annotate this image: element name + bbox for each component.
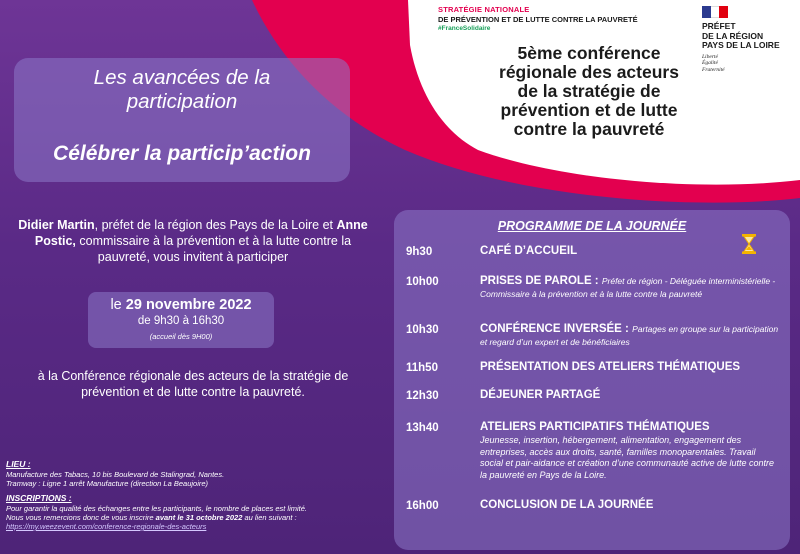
strategy-line2: DE PRÉVENTION ET DE LUTTE CONTRE LA PAUVRETÉ	[438, 15, 638, 24]
host-name-2: Anne Postic,	[34, 218, 368, 248]
item-label: ATELIERS PARTICIPATIFS THÉMATIQUES	[480, 421, 710, 433]
inscriptions-label: INSCRIPTIONS :	[6, 493, 72, 503]
programme-title: PROGRAMME DE LA JOURNÉE	[497, 219, 687, 233]
theme-slogan: Célébrer la particip’action	[53, 142, 311, 165]
item-time: 11h50	[406, 362, 438, 374]
event-date: le 29 novembre 2022	[110, 297, 252, 313]
item-description: Partages en groupe sur la participation et regard d’un expert et de bénéficiaires	[480, 324, 779, 347]
item-label: PRISES DE PAROLE : Préfet de région - Déléguée interministérielle - Commissaire à la prévention et à la lutte contre la pauvreté	[480, 275, 776, 299]
item-label: CONCLUSION DE LA JOURNÉE	[480, 499, 654, 511]
strategy-line1: STRATÉGIE NATIONALE	[438, 5, 530, 14]
footer-info	[6, 460, 398, 531]
strategy-hashtag: #FranceSolidaire	[438, 25, 491, 32]
item-time: 12h30	[406, 390, 439, 402]
item-label: DÉJEUNER PARTAGÉ	[480, 389, 601, 401]
item-description: Préfet de région - Déléguée interministérielle - Commissaire à la prévention et à la lutte contre la pauvreté	[480, 276, 776, 299]
date-box	[88, 292, 274, 348]
inscriptions-note: Pour garantir la qualité des échanges entre les participants, le nombre de places est limité.	[6, 504, 307, 513]
item-time: 13h40	[406, 422, 439, 434]
event-hours: de 9h30 à 16h30	[137, 315, 225, 327]
lieu-transport: Tramway : Ligne 1 arrêt Manufacture (direction La Beaujoire)	[6, 479, 209, 488]
theme-box	[14, 58, 350, 182]
venue-description: à la Conférence régionale des acteurs de la stratégie de prévention et de lutte contre la pauvreté.	[37, 369, 349, 399]
conference-title: 5ème conférence régionale des acteurs de la stratégie de prévention et de lutte contre la pauvreté	[499, 43, 679, 139]
invitation-text: Didier Martin, préfet de la région des Pays de la Loire et Anne Postic, commissaire à la prévention et à la lutte contre la pauvreté, vous invitent à participer	[18, 218, 368, 264]
item-label: CAFÉ D’ACCUEIL	[480, 245, 578, 257]
item-time: 9h30	[406, 246, 433, 258]
item-label: PRÉSENTATION DES ATELIERS THÉMATIQUES	[480, 361, 741, 373]
lieu-address: Manufacture des Tabacs, 10 bis Boulevard de Stalingrad, Nantes.	[6, 470, 225, 479]
item-label: CONFÉRENCE INVERSÉE : Partages en groupe sur la participation et regard d’un expert et de bénéficiaires	[480, 323, 779, 347]
prefet-title: PRÉFET DE LA RÉGION PAYS DE LA LOIRE	[702, 21, 780, 50]
item-description: Jeunesse, insertion, hébergement, alimentation, engagement des entreprises, accès aux droits, santé, familles monoparentales. Travail social et pair-aidance et création d’une communauté active de lutte contre la pauvreté en Pays de la Loire.	[480, 435, 775, 480]
theme-subtitle: Les avancées de la participation	[93, 66, 271, 113]
republic-motto: Liberté Égalité Fraternité	[702, 53, 725, 73]
programme-panel	[394, 210, 790, 550]
item-time: 10h00	[406, 276, 439, 288]
item-time: 10h30	[406, 324, 439, 336]
lieu-label: LIEU :	[6, 459, 31, 469]
item-time: 16h00	[406, 500, 439, 512]
marianne-flag-icon	[702, 6, 728, 18]
reception-time: (accueil dès 9H00)	[149, 332, 213, 341]
inscriptions-deadline: Nous vous remercions donc de vous inscrire avant le 31 octobre 2022 au lien suivant :	[6, 513, 297, 522]
strategy-logo	[438, 5, 688, 32]
registration-link[interactable]: https://my.weezevent.com/conference-regionale-des-acteurs	[6, 522, 207, 531]
host-name-1: Didier Martin	[18, 218, 95, 232]
